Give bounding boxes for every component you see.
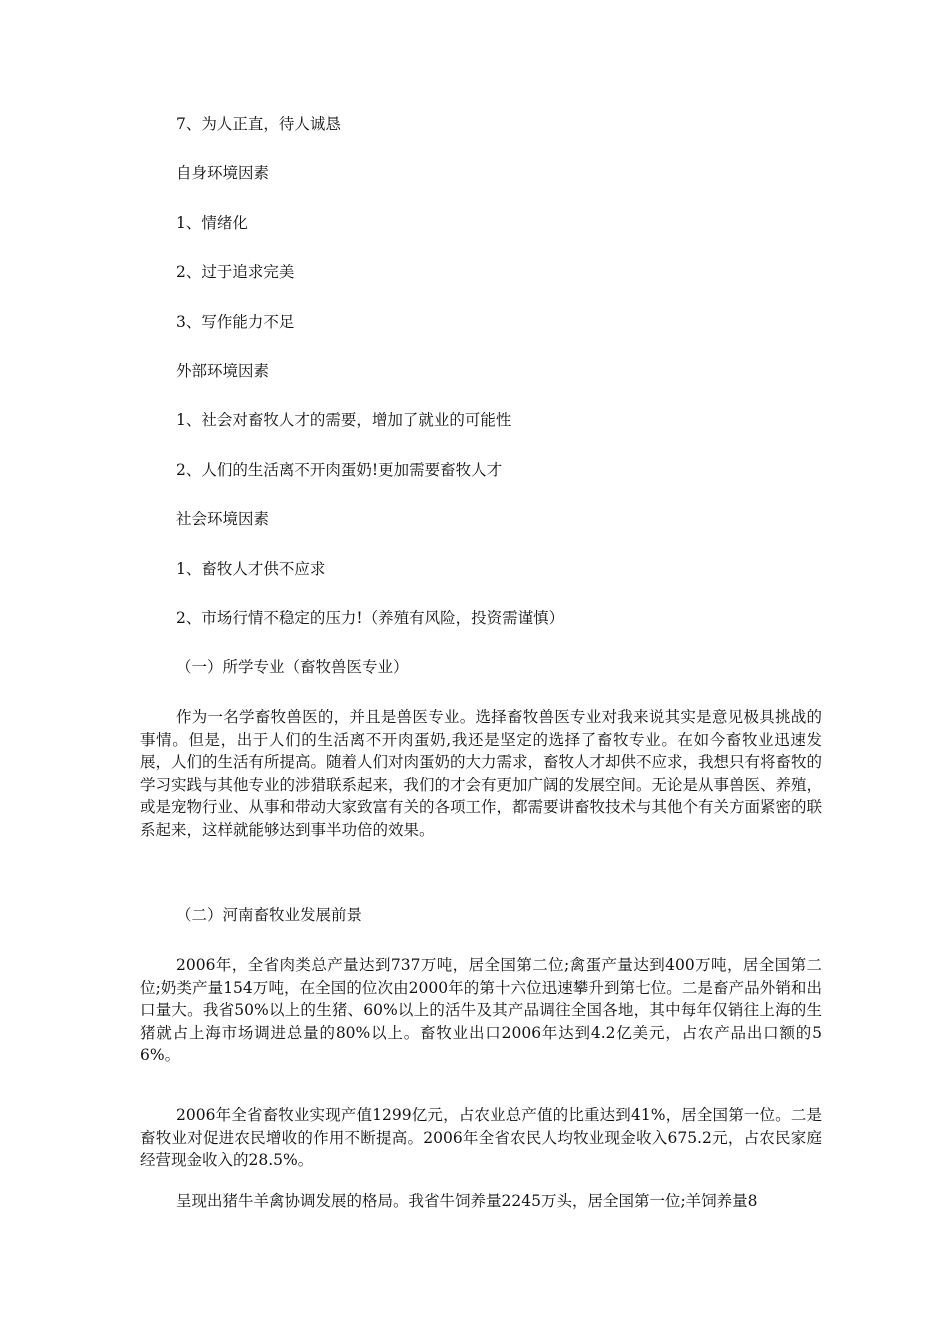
paragraph-meat-output: 2006年，全省肉类总产量达到737万吨，居全国第二位;禽蛋产量达到400万吨，居全国第二位;奶类产量154万吨，在全国的位次由2000年的第十六位迅速攀升到第七位。二是畜产品外销和出口量大。我省50%以上的生猪、60%以上的活牛及其产品调往全国各地，其中每年仅销往上海的生猪就占上海市场调进总量的80%以上。畜牧业出口2006年达到4.2亿美元，占农产品出口额的56%。 [140,956,822,1064]
heading-social-factors: 社会环境因素 [176,510,270,528]
line-integrity: 7、为人正直，待人诚恳 [176,115,341,133]
paragraph-livestock-structure: 呈现出猪牛羊禽协调发展的格局。我省牛饲养量2245万头，居全国第一位;羊饲养量8 [176,1192,758,1210]
line-meat-eggs-milk: 2、人们的生活离不开肉蛋奶!更加需要畜牧人才 [176,461,503,479]
section-heading-major: （一）所学专业（畜牧兽医专业） [176,658,409,676]
line-perfectionism: 2、过于追求完美 [176,263,295,281]
heading-external-factors: 外部环境因素 [176,362,270,380]
line-talent-shortage: 1、畜牧人才供不应求 [176,560,326,578]
line-social-demand: 1、社会对畜牧人才的需要，增加了就业的可能性 [176,411,512,429]
section-heading-henan-prospects: （二）河南畜牧业发展前景 [176,906,363,924]
heading-self-factors: 自身环境因素 [176,164,270,182]
paragraph-output-value: 2006年全省畜牧业实现产值1299亿元，占农业总产值的比重达到41%，居全国第一位。二是畜牧业对促进农民增收的作用不断提高。2006年全省农民人均牧业现金收入675.2元，占农民家庭经营现金收入的28.5%。 [140,1106,822,1169]
line-writing-ability: 3、写作能力不足 [176,313,295,331]
line-market-pressure: 2、市场行情不稳定的压力!（养殖有风险，投资需谨慎） [176,609,565,627]
paragraph-major: 作为一名学畜牧兽医的，并且是兽医专业。选择畜牧兽医专业对我来说其实是意见极具挑战的事情。但是，出于人们的生活离不开肉蛋奶,我还是坚定的选择了畜牧专业。在如今畜牧业迅速发展，人们的生活有所提高。随着人们对肉蛋奶的大力需求，畜牧人才却供不应求，我想只有将畜牧的学习实践与其他专业的涉猎联系起来，我们的才会有更加广阔的发展空间。无论是从事兽医、养殖，或是宠物行业、从事和带动大家致富有关的各项工作，都需要讲畜牧技术与其他个有关方面紧密的联系起来，这样就能够达到事半功倍的效果。 [140,708,823,839]
line-emotional: 1、情绪化 [176,214,248,232]
